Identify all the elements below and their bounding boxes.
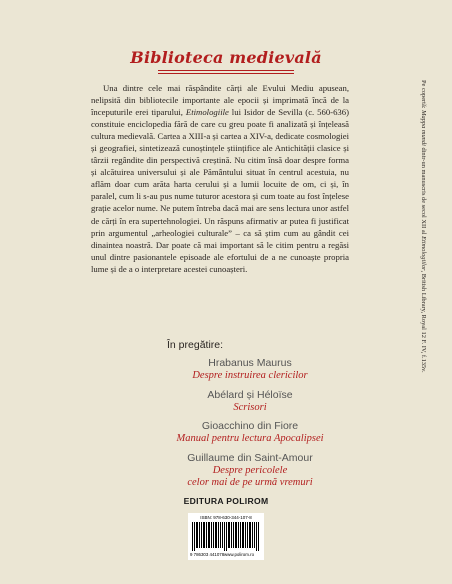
forthcoming-work [140,465,360,490]
blurb-work-title: Etimologiile [185,107,229,118]
forthcoming-author: Guillaume din Saint-Amour [187,451,313,464]
cover-credit-suffix: , British Library, Royal 12 F. IV, f.135v. [420,270,427,373]
forthcoming-work-line: celor mai de pe urmă vremuri [187,477,313,488]
cover-credit-middle: dintr-un manuscris de secol XII al [420,145,427,237]
blurb-text [91,82,349,275]
forthcoming-list [140,357,360,496]
publisher-name: EDITURA POLIROM [183,496,269,506]
cover-credit-title: Mappa mundi [420,110,427,146]
isbn-barcode-block [188,513,264,560]
isbn-label: ISBN: 978-630-344-107-8 [200,515,252,520]
series-rule-bottom [158,73,294,74]
forthcoming-work-line: Scrisori [233,401,267,413]
cover-credit-work: Etimologiilor [420,236,427,271]
forthcoming-label: În pregătire: [167,339,224,351]
forthcoming-work-line: Despre pericolele [212,464,288,476]
forthcoming-work [140,433,360,446]
forthcoming-author: Gioacchino din Fiore [201,420,299,432]
cover-credit-prefix: Pe copertă: [420,80,427,111]
blurb-p2: Ne putem întreba dacă mai are sens lectura unor astfel de cărți în era supertehnologiei. Un răspuns afirmativ ar putea fi justificat prin argumentul „arheologiei culturale” – ca să știm cum au gândit cei dinaintea noastră. Dar poate că mai important să le citim pentru a regăsi unul dintre pasionantele episoade ale efortului de a ne cunoaște propria lume și de a o interpretare acestei cunoașteri. [91,203,350,274]
publisher-website: www.polirom.ro [224,552,255,557]
series-rule-top [158,70,294,71]
blurb-p1-start: Una dintre cele mai răspândite cărți ale Evului Mediu apusean, nelipsită din bibliotecile importante ale epocii și imprimată încă de la începuturile erei tiparului, [91,83,349,118]
forthcoming-author: Abélard și Héloïse [207,388,293,401]
barcode-icon [192,522,260,551]
forthcoming-work [140,370,360,383]
series-title: Biblioteca medievală [130,48,322,67]
forthcoming-work-line: Despre instruirea clericilor [192,370,308,381]
forthcoming-work-line: Manual pentru lectura Apocalipsei [176,433,324,444]
forthcoming-author: Hrabanus Maurus [208,357,292,369]
isbn-digits: 9 786303 441078 [190,552,225,557]
forthcoming-work [140,402,360,415]
blurb-p1-end: lui Isidor de Sevilla (c. 560-636) constituie enciclopedia fără de care cu greu poate fi analizată și înțeleasă cultura medievală. Cartea a XIII-a și cartea a XIV-a, dedicate cosmologiei și geografiei, sintetizează cunoștințele științifice ale Antichității clasice și târzii regândite din perspectivă creștină. Nu citim însă doar despre forma și alcătuirea universului și ale Pământului situat în centrul acestuia, nu aflăm doar cum arăta harta cerului și a lumii locuite de om, ci și, în paralel, cum li s-au pus nume tuturor acestora și cum toate au fost înțelese grație acelor nume. [91,107,349,214]
cover-credit [419,80,427,540]
